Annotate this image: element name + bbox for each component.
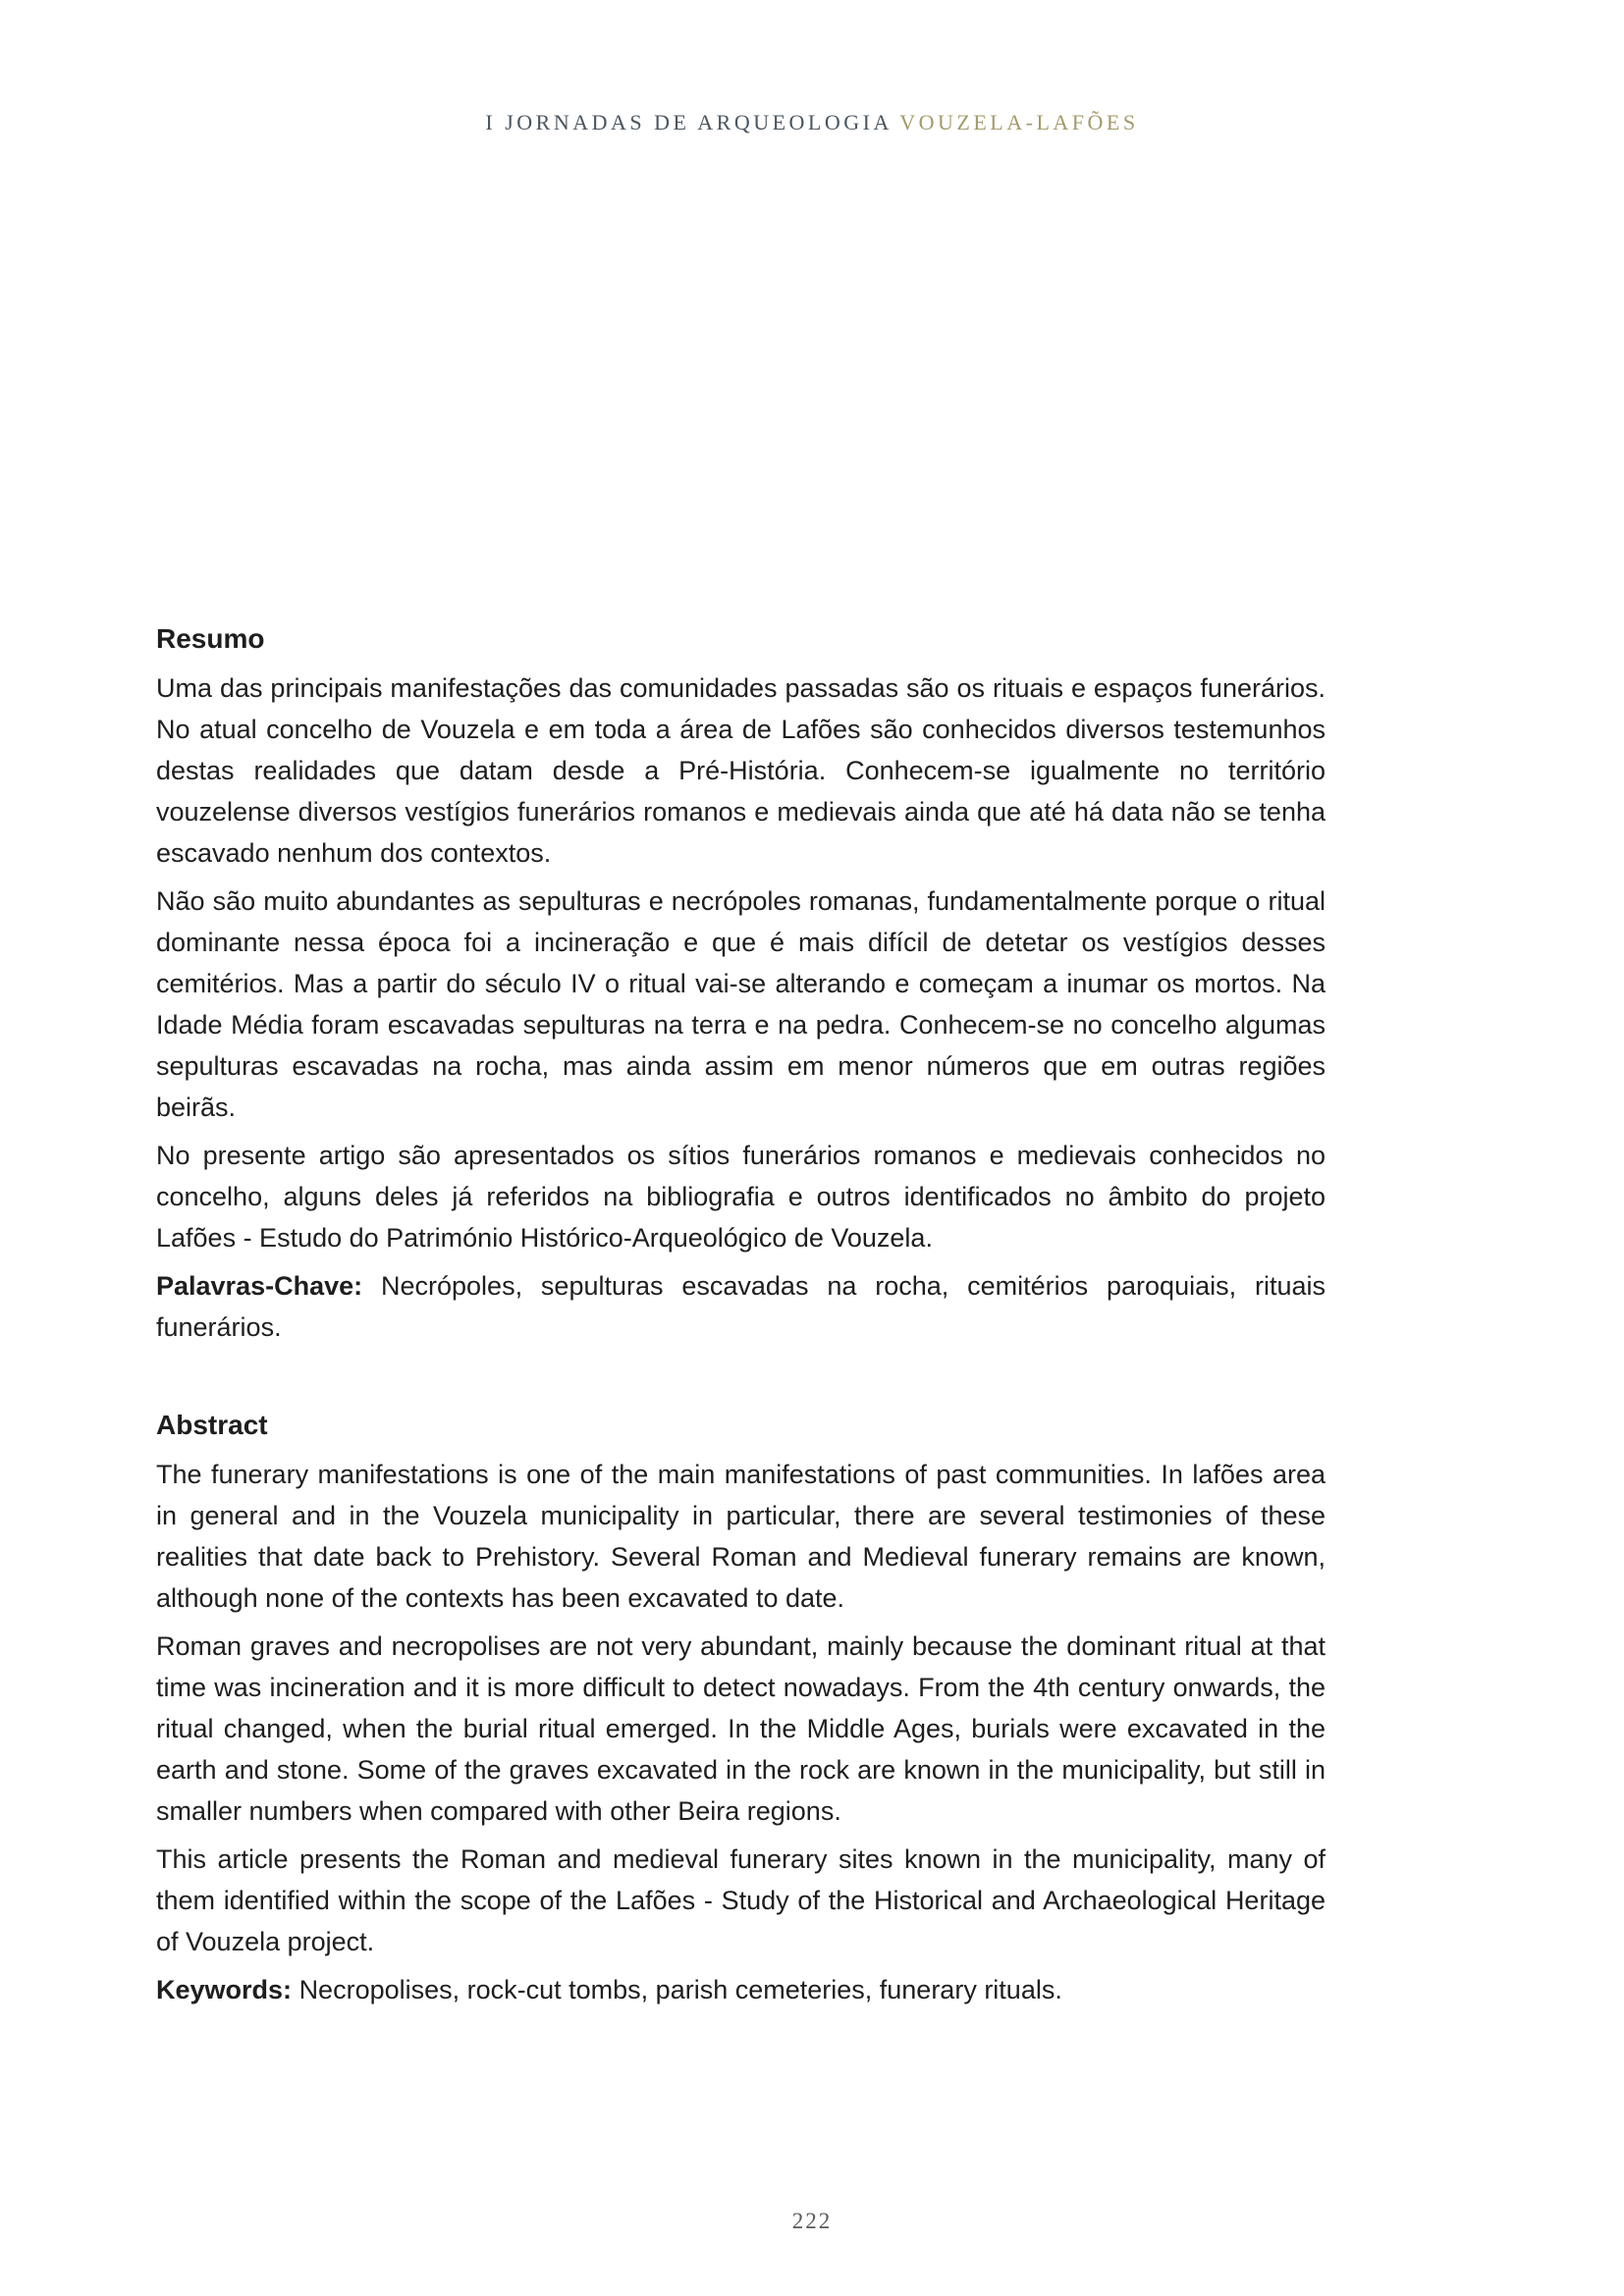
page-number: 222 bbox=[791, 2209, 833, 2233]
abstract-paragraph-2: Roman graves and necropolises are not very abundant, mainly because the dominant ritual at that time was incineration and it is more difficult to detect nowadays. From the 4th century onwards, the ritual changed, when the burial ritual emerged. In the Middle Ages, burials were excavated in the earth and stone. Some of the graves excavated in the rock are known in the municipality, but still in smaller numbers when compared with other Beira regions. bbox=[156, 1631, 1326, 1826]
abstract-heading: Abstract bbox=[156, 1410, 268, 1440]
resumo-heading: Resumo bbox=[156, 623, 265, 654]
resumo-keywords-label: Palavras-Chave: bbox=[156, 1271, 363, 1301]
abstract-keywords-text: Necropolises, rock-cut tombs, parish cemeteries, funerary rituals. bbox=[298, 1975, 1062, 2004]
resumo-paragraph-2: Não são muito abundantes as sepulturas e necrópoles romanas, fundamentalmente porque o ritual dominante nessa época foi a incineração e que é mais difícil de detetar os vestígios desses cemitérios. Mas a partir do século IV o ritual vai-se alterando e começam a inumar os mortos. Na Idade Média foram escavadas sepulturas na terra e na pedra. Conhecem-se no concelho algumas sepulturas escavadas na rocha, mas ainda assim em menor números que em outras regiões beirãs. bbox=[156, 886, 1326, 1122]
resumo-keywords bbox=[156, 1265, 1326, 1348]
abstract-paragraph-3: This article presents the Roman and medieval funerary sites known in the municipality, many of them identified within the scope of the Lafões - Study of the Historical and Archaeological Heritage of Vouzela project. bbox=[156, 1844, 1326, 1956]
abstract-section bbox=[156, 1405, 1326, 2010]
abstract-keywords-label: Keywords: bbox=[156, 1975, 293, 2004]
abstract-keywords bbox=[156, 1969, 1326, 2010]
resumo-keywords-text: Necrópoles, sepulturas escavadas na rocha, cemitérios paroquiais, rituais funerários. bbox=[156, 1271, 1326, 1342]
running-header bbox=[0, 110, 1624, 135]
resumo-section bbox=[156, 618, 1326, 1348]
resumo-paragraph-1: Uma das principais manifestações das comunidades passadas são os rituais e espaços funerários. No atual concelho de Vouzela e em toda a área de Lafões são conhecidos diversos testemunhos destas realidades que datam desde a Pré-História. Conhecem-se igualmente no território vouzelense diversos vestígios funerários romanos e medievais ainda que até há data não se tenha escavado nenhum dos contextos. bbox=[156, 673, 1326, 868]
resumo-paragraph-3: No presente artigo são apresentados os sítios funerários romanos e medievais conhecidos no concelho, alguns deles já referidos na bibliografia e outros identificados no âmbito do projeto Lafões - Estudo do Património Histórico-Arqueológico de Vouzela. bbox=[156, 1141, 1326, 1253]
abstract-paragraph-1: The funerary manifestations is one of the main manifestations of past communities. In lafões area in general and in the Vouzela municipality in particular, there are several testimonies of these realities that date back to Prehistory. Several Roman and Medieval funerary remains are known, although none of the contexts has been excavated to date. bbox=[156, 1460, 1326, 1613]
header-title-main: I JORNADAS DE ARQUEOLOGIA bbox=[485, 110, 892, 134]
header-title-accent: VOUZELA-LAFÕES bbox=[899, 110, 1139, 134]
